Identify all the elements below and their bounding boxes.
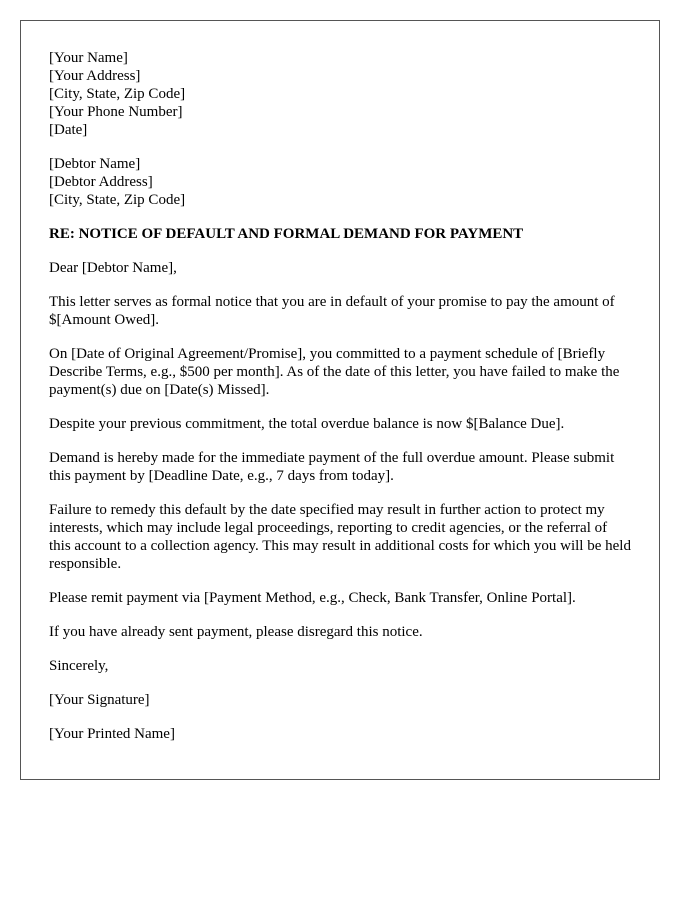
signature: [Your Signature] — [49, 692, 150, 708]
closing: Sincerely, — [49, 658, 109, 674]
paragraph-demand: Demand is hereby made for the immediate payment of the full overdue amount. Please submit this payment by [Deadline Date, e.g., 7 days from today]. — [49, 450, 615, 484]
recipient-city-state-zip: [City, State, Zip Code] — [49, 192, 186, 208]
paragraph-agreement: On [Date of Original Agreement/Promise], you committed to a payment schedule of [Briefly Describe Terms, e.g., $500 per month]. As of the date of this letter, you have failed to make the payment(s) due on [Date(s) Missed]. — [49, 346, 620, 398]
paragraph-disregard: If you have already sent payment, please disregard this notice. — [49, 624, 423, 640]
subject-line: RE: NOTICE OF DEFAULT AND FORMAL DEMAND FOR PAYMENT — [49, 226, 524, 242]
letter-page — [20, 20, 660, 780]
paragraph-payment-method: Please remit payment via [Payment Method, e.g., Check, Bank Transfer, Online Portal]. — [49, 590, 576, 606]
paragraph-balance: Despite your previous commitment, the total overdue balance is now $[Balance Due]. — [49, 416, 565, 432]
sender-phone: [Your Phone Number] — [49, 104, 183, 120]
letter-date: [Date] — [49, 122, 88, 138]
printed-name: [Your Printed Name] — [49, 726, 175, 742]
recipient-block — [49, 155, 631, 209]
sender-city-state-zip: [City, State, Zip Code] — [49, 86, 186, 102]
sender-address: [Your Address] — [49, 68, 141, 84]
recipient-name: [Debtor Name] — [49, 156, 141, 172]
recipient-address: [Debtor Address] — [49, 174, 153, 190]
sender-name: [Your Name] — [49, 50, 128, 66]
salutation: Dear [Debtor Name], — [49, 260, 177, 276]
sender-block — [49, 49, 631, 139]
paragraph-consequences: Failure to remedy this default by the date specified may result in further action to protect my interests, which may include legal proceedings, reporting to credit agencies, or the referral of this account to a collection agency. This may result in additional costs for which you will be held responsible. — [49, 502, 631, 572]
paragraph-default-notice: This letter serves as formal notice that you are in default of your promise to pay the amount of $[Amount Owed]. — [49, 294, 615, 328]
